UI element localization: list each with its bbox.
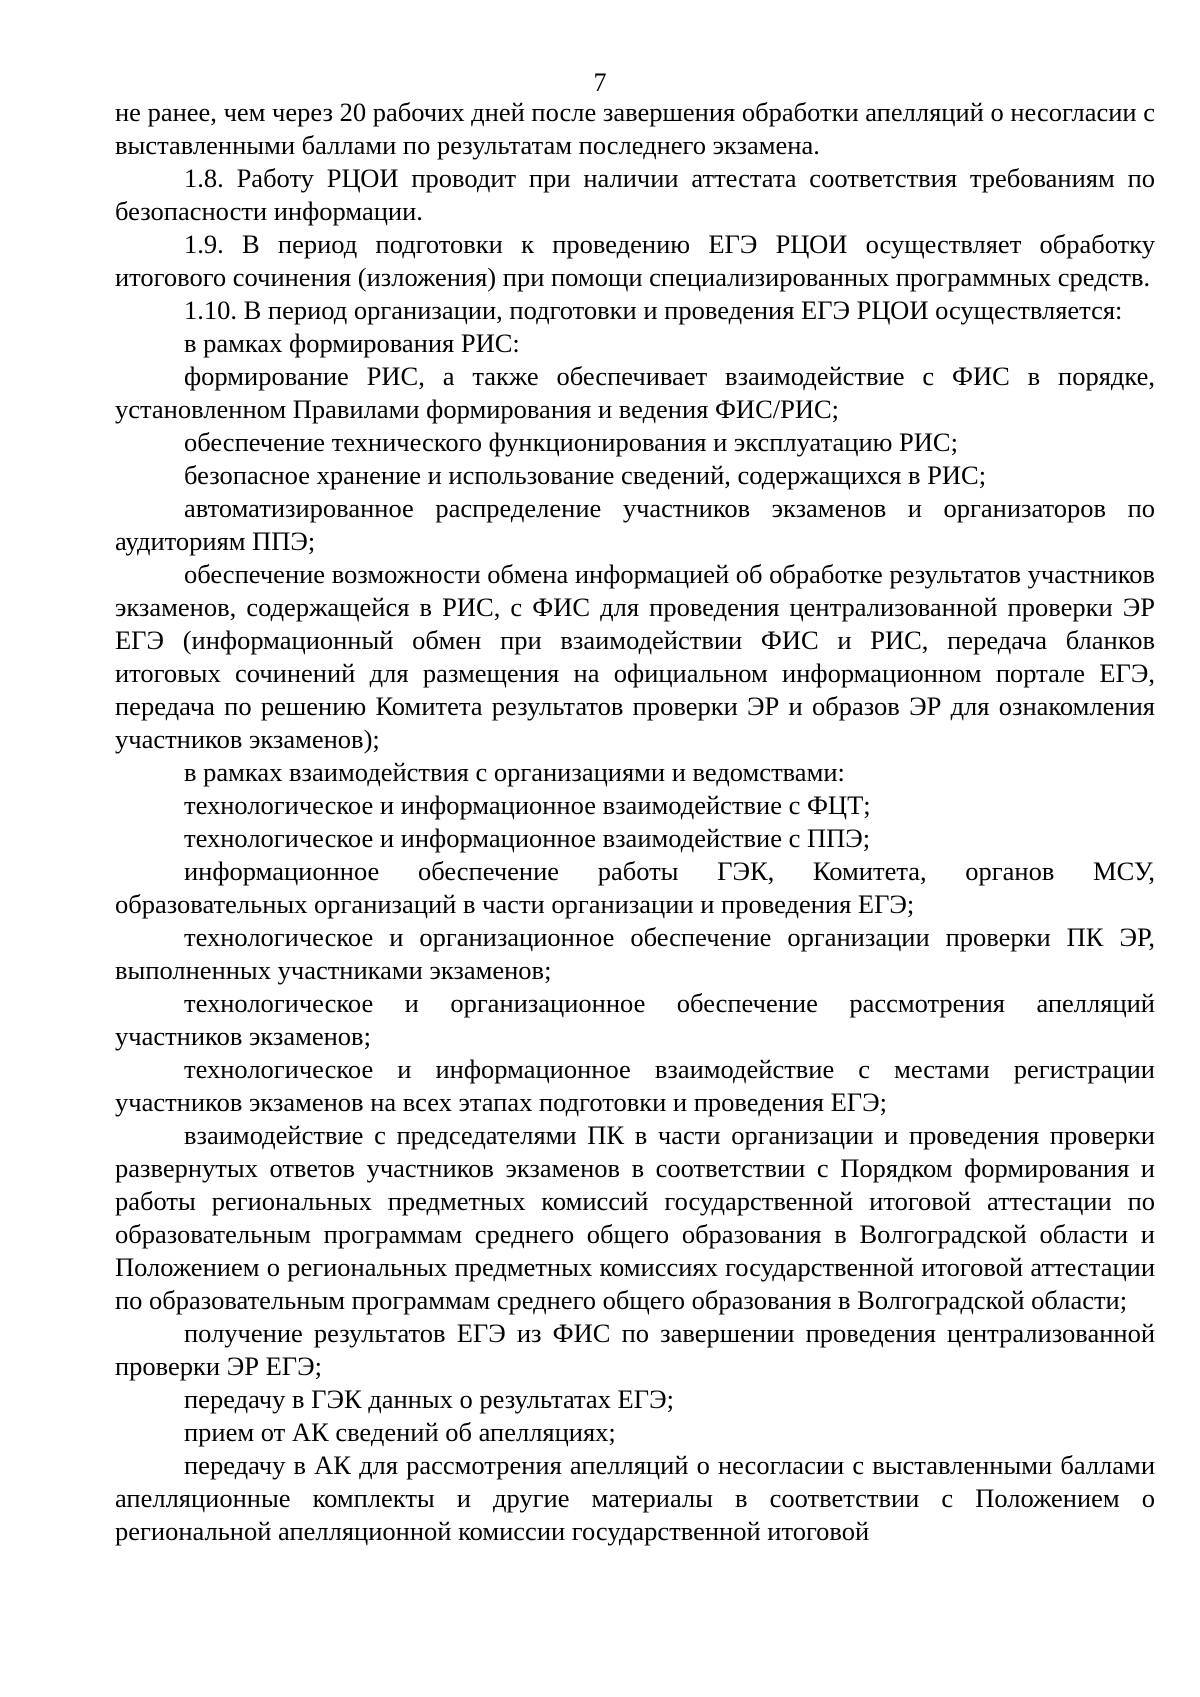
paragraph-ris-storage: безопасное хранение и использование сведений, содержащихся в РИС; xyxy=(184,460,987,490)
paragraph-ris-formation: формирование РИС, а также обеспечивает взаимодействие с ФИС в порядке, установленном Правилами формирования и ведения ФИС/РИС; xyxy=(115,361,1155,424)
paragraph-ris-operation: обеспечение технического функционирования и эксплуатацию РИС; xyxy=(184,427,958,457)
paragraph-registration: технологическое и информационное взаимодействие с местами регистрации участников экзаменов на всех этапах подготовки и проведения ЕГЭ; xyxy=(115,1054,1155,1117)
paragraph-continuation: не ранее, чем через 20 рабочих дней после завершения обработки апелляций о несогласии с выставленными баллами по результатам последнего экзамена. xyxy=(115,97,1155,160)
paragraph-distribution: автоматизированное распределение участников экзаменов и организаторов по аудиториям ППЭ; xyxy=(115,493,1155,556)
paragraph-1-8: 1.8. Работу РЦОИ проводит при наличии аттестата соответствия требованиям по безопасности информации. xyxy=(115,163,1155,226)
paragraph-exchange: обеспечение возможности обмена информацией об обработке результатов участников экзаменов, содержащейся в РИС, с ФИС для проведения централизованной проверки ЭР ЕГЭ (информационный обмен при взаимодействии ФИС и РИС, передача бланков итоговых сочинений для размещения на официальном информационном портале ЕГЭ, передача по решению Комитета результатов проверки ЭР и образов ЭР для ознакомления участников экзаменов); xyxy=(115,559,1156,754)
paragraph-ak-receive: прием от АК сведений об апелляциях; xyxy=(184,1417,616,1447)
paragraph-1-9: 1.9. В период подготовки к проведению ЕГЭ РЦОИ осуществляет обработку итогового сочинения (изложения) при помощи специализированных программных средств. xyxy=(115,229,1155,292)
paragraph-ris-heading: в рамках формирования РИС: xyxy=(184,328,520,358)
paragraph-pk-check: технологическое и организационное обеспечение организации проверки ПК ЭР, выполненных участниками экзаменов; xyxy=(115,922,1155,985)
page-number: 7 xyxy=(593,68,607,97)
paragraph-appeals: технологическое и организационное обеспечение рассмотрения апелляций участников экзаменов; xyxy=(115,988,1155,1051)
paragraph-ak-transfer: передачу в АК для рассмотрения апелляций о несогласии с выставленными баллами апелляционные комплекты и другие материалы в соответствии с Положением о региональной апелляционной комиссии государственной итоговой xyxy=(115,1450,1155,1546)
paragraph-gek-transfer: передачу в ГЭК данных о результатах ЕГЭ; xyxy=(184,1384,674,1414)
paragraph-fct: технологическое и информационное взаимодействие с ФЦТ; xyxy=(184,790,871,820)
document-body xyxy=(115,96,1155,1548)
paragraph-ppe: технологическое и информационное взаимодействие с ППЭ; xyxy=(184,823,871,853)
paragraph-interaction-heading: в рамках взаимодействия с организациями и ведомствами: xyxy=(184,757,845,787)
paragraph-pk-chairs: взаимодействие с председателями ПК в части организации и проведения проверки развернутых ответов участников экзаменов в соответствии с Порядком формирования и работы региональных предметных комиссий государственной итоговой аттестации по образовательным программам среднего общего образования в Волгоградской области и Положением о региональных предметных комиссиях государственной итоговой аттестации по образовательным программам среднего общего образования в Волгоградской области; xyxy=(115,1120,1155,1315)
paragraph-info-support: информационное обеспечение работы ГЭК, Комитета, органов МСУ, образовательных организаций в части организации и проведения ЕГЭ; xyxy=(115,856,1155,919)
paragraph-1-10: 1.10. В период организации, подготовки и проведения ЕГЭ РЦОИ осуществляется: xyxy=(184,295,1123,325)
paragraph-results-fis: получение результатов ЕГЭ из ФИС по завершении проведения централизованной проверки ЭР ЕГЭ; xyxy=(115,1318,1155,1381)
